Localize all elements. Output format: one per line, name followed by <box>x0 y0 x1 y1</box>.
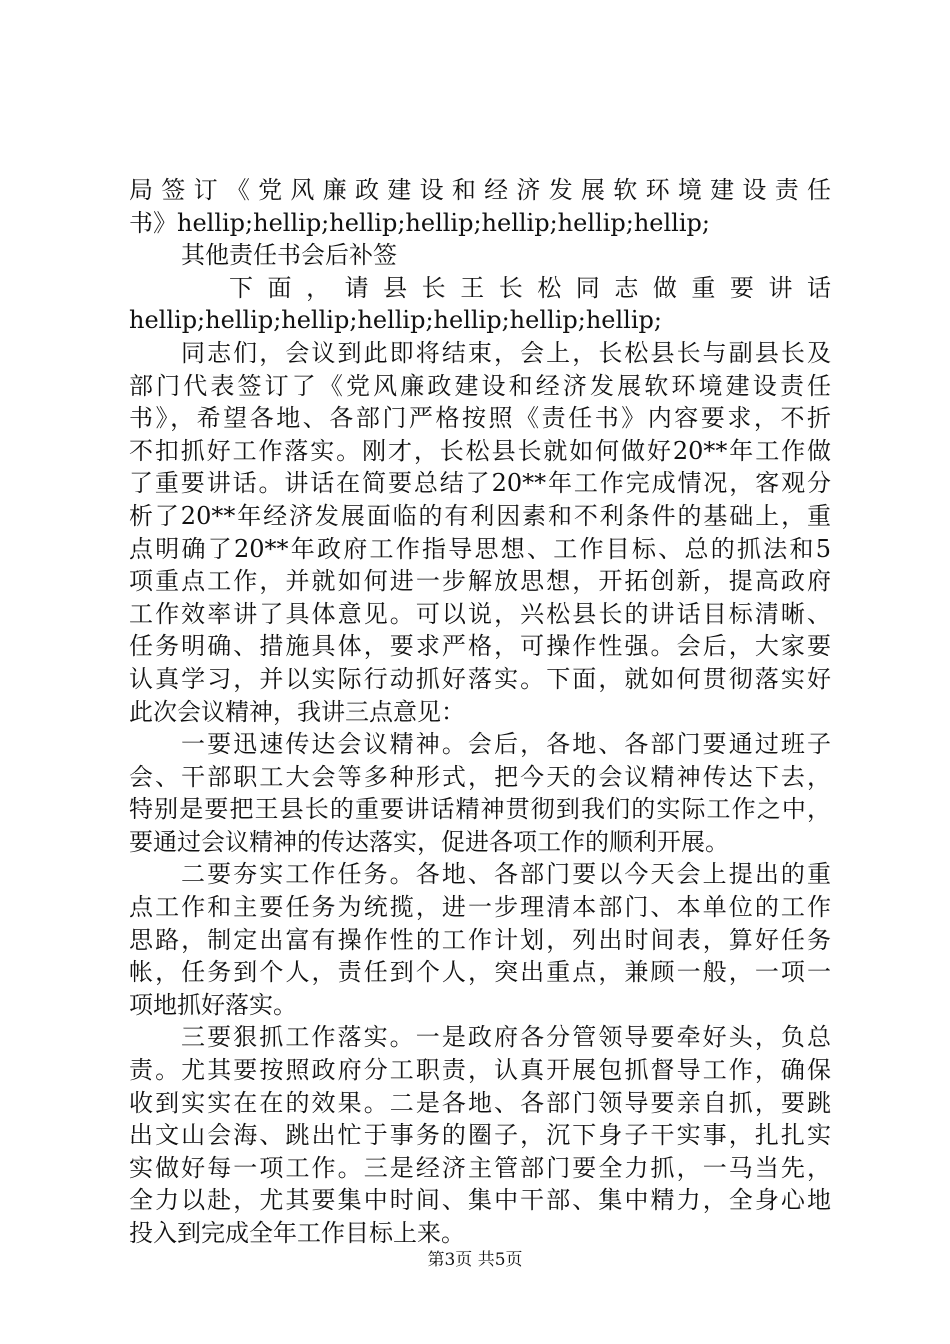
text-line: 此次会议精神，我讲三点意见： <box>129 697 465 726</box>
text-line: 认真学习，并以实际行动抓好落实。下面，就如何贯彻落实好 <box>129 664 831 693</box>
text-line: 任务明确、措施具体，要求严格，可操作性强。会后，大家要 <box>129 632 831 661</box>
text-line: 特别是要把王县长的重要讲话精神贯彻到我们的实际工作之中， <box>129 795 831 824</box>
paragraph-start: 三要狠抓工作落实。一是政府各分管领导要牵好头，负总 <box>181 1023 831 1052</box>
text-line: 其他责任书会后补签 <box>181 241 397 270</box>
text-line: 部门代表签订了《党风廉政建设和经济发展软环境建设责任 <box>129 371 831 400</box>
text-line: hellip;hellip;hellip;hellip;hellip;hellip;hellip; <box>129 306 662 335</box>
document-body <box>129 174 831 1250</box>
text-line: 要通过会议精神的传达落实，促进各项工作的顺利开展。 <box>129 827 729 856</box>
text-line: 下面，请县长王长松同志做重要讲话 <box>229 273 831 302</box>
paragraph-start: 同志们，会议到此即将结束，会上，长松县长与副县长及 <box>181 338 831 367</box>
text-line: 书》，希望各地、各部门严格按照《责任书》内容要求，不折 <box>129 404 831 433</box>
text-line: 点明确了20**年政府工作指导思想、工作目标、总的抓法和5 <box>129 534 831 563</box>
text-line: 思路，制定出富有操作性的工作计划，列出时间表，算好任务 <box>129 925 831 954</box>
text-line: 帐，任务到个人，责任到个人，突出重点，兼顾一般，一项一 <box>129 958 831 987</box>
paragraph-start: 一要迅速传达会议精神。会后，各地、各部门要通过班子 <box>181 730 831 759</box>
text-line: 投入到完成全年工作目标上来。 <box>129 1219 465 1247</box>
text-line: 收到实实在在的效果。二是各地、各部门领导要亲自抓，要跳 <box>129 1088 831 1117</box>
text-line: 项地抓好落实。 <box>129 990 297 1019</box>
text-line: 点工作和主要任务为统揽，进一步理清本部门、本单位的工作 <box>129 893 831 922</box>
text-line: 工作效率讲了具体意见。可以说，兴松县长的讲话目标清晰、 <box>129 599 831 628</box>
text-line: 会、干部职工大会等多种形式，把今天的会议精神传达下去， <box>129 762 831 791</box>
paragraph-start: 二要夯实工作任务。各地、各部门要以今天会上提出的重 <box>181 860 831 889</box>
text-line: 书》hellip;hellip;hellip;hellip;hellip;hellip;hellip; <box>129 208 710 237</box>
page-number: 第3页 共5页 <box>427 1250 523 1270</box>
text-line: 局签订《党风廉政建设和经济发展软环境建设责任 <box>129 176 831 204</box>
text-line: 析了20**年经济发展面临的有利因素和不利条件的基础上，重 <box>129 501 831 530</box>
text-line: 全力以赴，尤其要集中时间、集中干部、集中精力，全身心地 <box>129 1186 831 1215</box>
text-line: 了重要讲话。讲话在简要总结了20**年工作完成情况，客观分 <box>129 469 831 498</box>
text-line: 责。尤其要按照政府分工职责，认真开展包抓督导工作，确保 <box>129 1056 831 1085</box>
text-line: 不扣抓好工作落实。刚才，长松县长就如何做好20**年工作做 <box>129 436 831 465</box>
text-line: 实做好每一项工作。三是经济主管部门要全力抓，一马当先， <box>129 1153 831 1182</box>
text-line: 出文山会海、跳出忙于事务的圈子，沉下身子干实事，扎扎实 <box>129 1121 831 1150</box>
text-line: 项重点工作，并就如何进一步解放思想，开拓创新，提高政府 <box>129 567 831 596</box>
